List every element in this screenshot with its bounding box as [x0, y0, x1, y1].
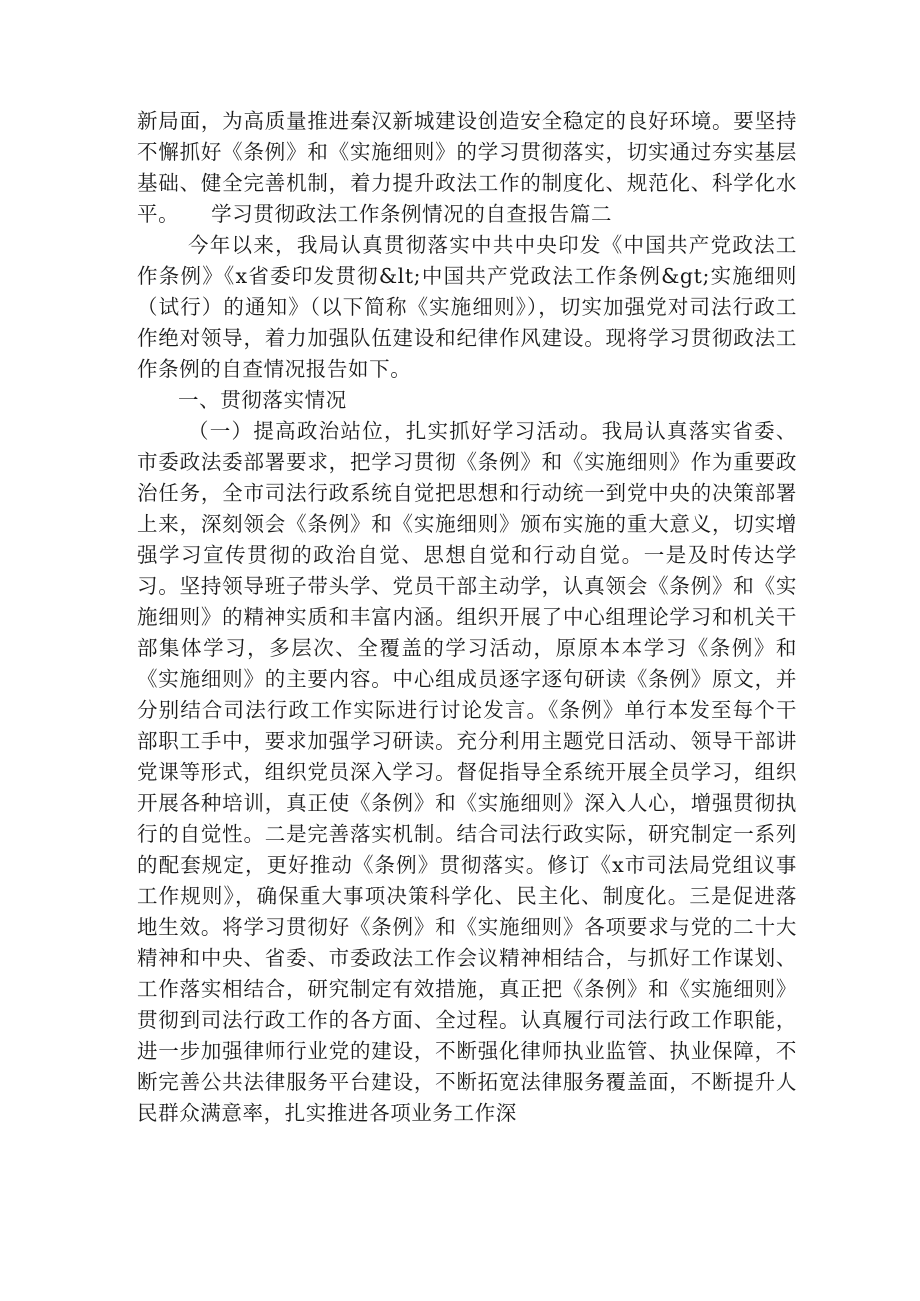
- paragraph-continuation: 新局面，为高质量推进秦汉新城建设创造安全稳定的良好环境。要坚持不懈抓好《条例》和《实施细则》的学习贯彻落实，切实通过夯实基层基础、健全完善机制，着力提升政法工作的制度化、规范化、科学化水平。 学习贯彻政法工作条例情况的自查报告篇二: [137, 109, 797, 226]
- document-body: [137, 106, 797, 1129]
- section-heading: 一、贯彻落实情况: [178, 388, 347, 412]
- paragraph-intro: 今年以来，我局认真贯彻落实中共中央印发《中国共产党政法工作条例》《x省委印发贯彻&lt;中国共产党政法工作条例&gt;实施细则（试行）的通知》（以下简称《实施细则》），切实加强党对司法行政工作绝对领导，着力加强队伍建设和纪律作风建设。现将学习贯彻政法工作条例的自查情况报告如下。: [137, 233, 797, 381]
- paragraph-body: （一）提高政治站位，扎实抓好学习活动。我局认真落实省委、市委政法委部署要求，把学习贯彻《条例》和《实施细则》作为重要政治任务，全市司法行政系统自觉把思想和行动统一到党中央的决策部署上来，深刻领会《条例》和《实施细则》颁布实施的重大意义，切实增强学习宣传贯彻的政治自觉、思想自觉和行动自觉。一是及时传达学习。坚持领导班子带头学、党员干部主动学，认真领会《条例》和《实施细则》的精神实质和丰富内涵。组织开展了中心组理论学习和机关干部集体学习，多层次、全覆盖的学习活动，原原本本学习《条例》和《实施细则》的主要内容。中心组成员逐字逐句研读《条例》原文，并分别结合司法行政工作实际进行讨论发言。《条例》单行本发至每个干部职工手中，要求加强学习研读。充分利用主题党日活动、领导干部讲党课等形式，组织党员深入学习。督促指导全系统开展全员学习，组织开展各种培训，真正使《条例》和《实施细则》深入人心，增强贯彻执行的自觉性。二是完善落实机制。结合司法行政实际，研究制定一系列的配套规定，更好推动《条例》贯彻落实。修订《x市司法局党组议事工作规则》，确保重大事项决策科学化、民主化、制度化。三是促进落地生效。将学习贯彻好《条例》和《实施细则》各项要求与党的二十大精神和中央、省委、市委政法工作会议精神相结合，与抓好工作谋划、工作落实相结合，研究制定有效措施，真正把《条例》和《实施细则》贯彻到司法行政工作的各方面、全过程。认真履行司法行政工作职能，进一步加强律师行业党的建设，不断强化律师执业监管、执业保障，不断完善公共法律服务平台建设，不断拓宽法律服务覆盖面，不断提升人民群众满意率，扎实推进各项业务工作深: [137, 419, 797, 1125]
